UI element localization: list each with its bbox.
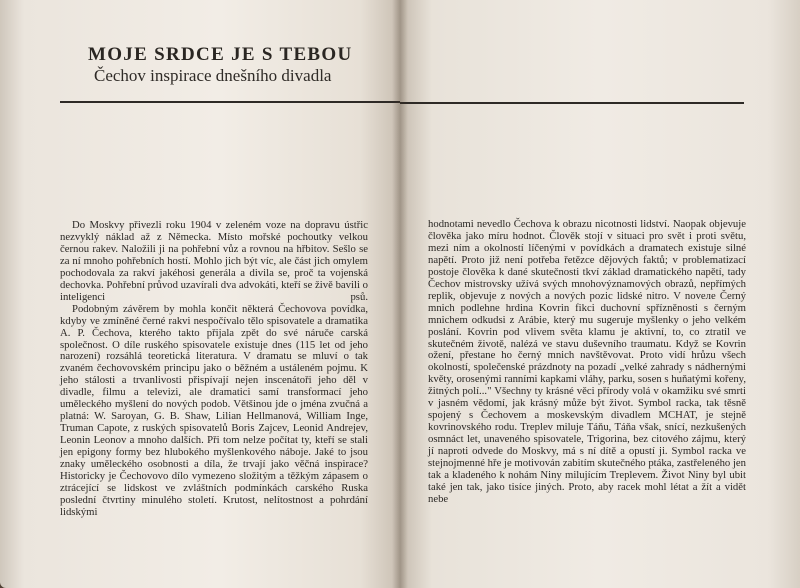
paragraph: Do Moskvy přivezli roku 1904 v zeleném voze na dopravu ústřic nezvyklý náklad až z Německa. Místo mořské pochoutky velkou černou rakev. Naložili ji na pohřební vůz a rovnou na hřbitov. Sešlo se za ní mnoho pohřebních hostí. Mohlo jich být víc, ale část jich omylem pochodovala za rakví jakéhosi generála a divila se, proč ta vojenská dechovka. Pohřební průvod uzavírali dva advokáti, kteří se živě bavili o inteligenci psů.	[60, 219, 368, 303]
right-text-column	[428, 219, 746, 506]
article-title: MOJE SRDCE JE S TEBOU	[88, 44, 353, 65]
header-rule-right	[400, 102, 744, 104]
paragraph: hodnotami nevedlo Čechova k obrazu nicotnosti lidství. Naopak objevuje člověka jako míru hodnot. Člověk stojí v situaci pro svět i proti světu, mezi ním a okolností líčenými v povídkách a dramatech existuje silné napětí. Proto již není potřeba řetězce dějových faktů; v problematizací postoje člověka k dané skutečnosti tkví základ dramatického napětí, tady Čechov mistrovsky užívá svých mnohovýznamových obrazů, nepřímých replik, objevuje z nových a nových pozic lidské nitro. V noveле Černý mnich podlehne hrdina Kovrin fikci duchovní spřízněnosti s černým mnichem odkudsi z Arábie, který mu sugeruje myšlenky o jeho velkém poslání. Kovrin pod vlivem světa klamu je aktivní, to, co ztratil ve skutečném životě, nalézá ve stavu duševního traumatu. Když se Kovrin ožení, přestane ho černý mnich navštěvovat. Proto vidí hrůzu všech okolností, společenské prázdnoty na pozadí „velké zahrady s nádhernými květy, orosenými ranními kapkami vláhy, parku, sosen s huňatými kořeny, žitných polí..." Všechny ty krásné věci přírody volá v okamžiku své smrti v jasném vědomí, jak krásný může být život. Symbol racka, tak těsně spojený s Čechovem a moskevským divadlem MCHAT, je stejně kovrinovského rodu. Treplev miluje Táňu, Táňa však, snící, nezkušených osmnáct let, unaveného spisovatele, Trigorina, bez citového zájmu, který jí naproti odvede do Moskvy, má s ní dítě a opustí ji. Symbol racka ve stejnojmenné hře je motivován zabitím skutečného ptáka, zastřeleného jen tak a kladeného k nohám Niny milujícím Treplevem. Život Niny byl ubit také jen tak, jako tisíce jiných. Proto, aby racek mohl létat a žít a vidět nebe	[428, 218, 746, 505]
book-gutter	[392, 0, 408, 588]
left-text-column	[60, 220, 368, 519]
article-subtitle: Čechov inspirace dnešního divadla	[94, 66, 332, 85]
header-rule-left	[60, 101, 400, 103]
paragraph: Podobným závěrem by mohla končit některá Čechovova povídka, kdyby ve zmíněné černé rakvi nespočívalo tělo spisovatele a dramatika A. P. Čechova, kterého takto přijala zpět do své náruče carská společnost. O dílе ruského spisovatele existuje dnes (115 let od jeho narození) rozsáhlá teoretická literatura. V dramatu se mluví o tak zvaném čechovovském principu jako o běžném a ustáleném pojmu. K jeho stálosti a trvanlivosti přispívají nejen inscenátoři jeho děl v divadle, filmu a televizi, ale dramatici samí transformací jeho uměleckého myšlení do nových podob. Většinou jde o jména zvučná a platná: W. Saroyan, G. B. Shaw, Lilian Hellmanová, William Inge, Truman Capote, z ruských spisovatelů Boris Zajcev, Leonid Andrejev, Leonin Leonov a mnoho dalších. Při tom nelze počítat ty, kteří se stali jen epigony formy bez hlubokého myšlenkového náboje. Jaké to jsou znaky uměleckého osobnosti a díla, že trvají jako věčná inspirace? Historicky je Čechovovo dílo vymezeno složitým a těžkým zápasem o ztrácející se lidskost ve zvláštních podmínkách carského Ruska poslední čtvrtiny minulého století. Krutost, nelítostnost a pohrdání lidskými	[60, 302, 368, 518]
right-page	[400, 0, 800, 588]
